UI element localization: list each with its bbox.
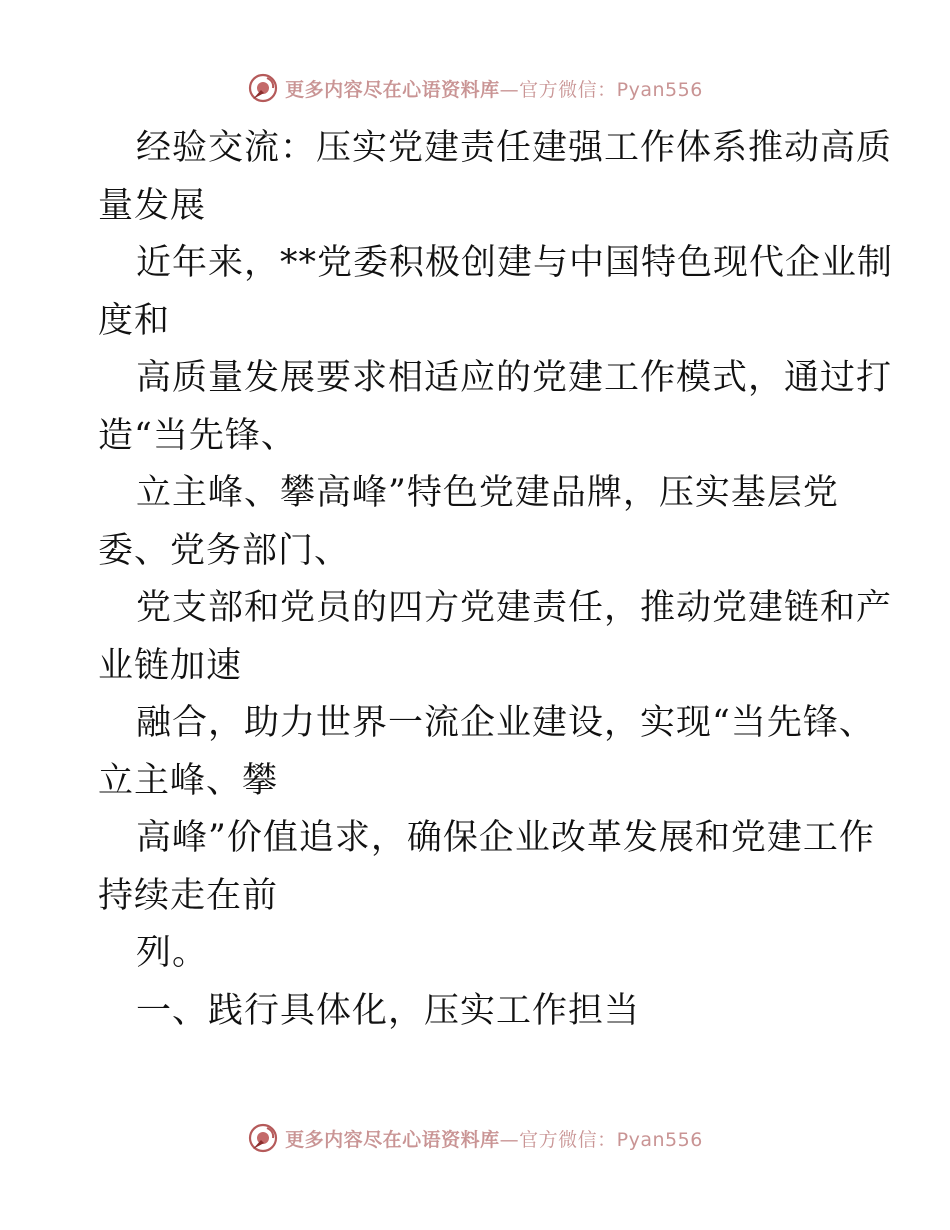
header-watermark [0, 72, 950, 104]
text-line: 立主峰、攀 [98, 760, 279, 801]
watermark-contact: 官方微信：Pyan556 [519, 1128, 703, 1151]
watermark-text [285, 75, 703, 102]
pen-logo-icon [247, 72, 279, 104]
watermark-separator: — [499, 78, 520, 101]
watermark-site: 更多内容尽在心语资料库 [285, 78, 500, 101]
text-line: 业链加速 [98, 645, 243, 686]
watermark-text [285, 1125, 703, 1152]
footer-watermark [0, 1122, 950, 1154]
text-line: 造“当先锋、 [98, 415, 297, 456]
text-line: 列。 [136, 933, 209, 973]
text-line: 高质量发展要求相适应的党建工作模式，通过打 [136, 358, 893, 398]
watermark-site: 更多内容尽在心语资料库 [285, 1128, 500, 1151]
text-line: 近年来，**党委积极创建与中国特色现代企业制 [136, 243, 894, 283]
text-line: 持续走在前 [98, 875, 279, 916]
text-line: 融合，助力世界一流企业建设，实现“当先锋、 [136, 703, 875, 743]
text-line: 度和 [98, 300, 171, 341]
watermark-separator: — [499, 1128, 520, 1151]
text-line: 量发展 [98, 185, 207, 226]
watermark-contact: 官方微信：Pyan556 [519, 78, 703, 101]
text-line: 高峰”价值追求，确保企业改革发展和党建工作 [136, 818, 875, 858]
text-line: 党支部和党员的四方党建责任，推动党建链和产 [136, 588, 893, 628]
pen-logo-icon [247, 1122, 279, 1154]
text-line: 经验交流：压实党建责任建强工作体系推动高质 [136, 128, 893, 168]
text-line: 一、践行具体化，压实工作担当 [136, 990, 641, 1031]
text-line: 委、党务部门、 [98, 530, 351, 571]
text-line: 立主峰、攀高峰”特色党建品牌，压实基层党 [136, 473, 839, 513]
document-body [98, 120, 894, 1040]
